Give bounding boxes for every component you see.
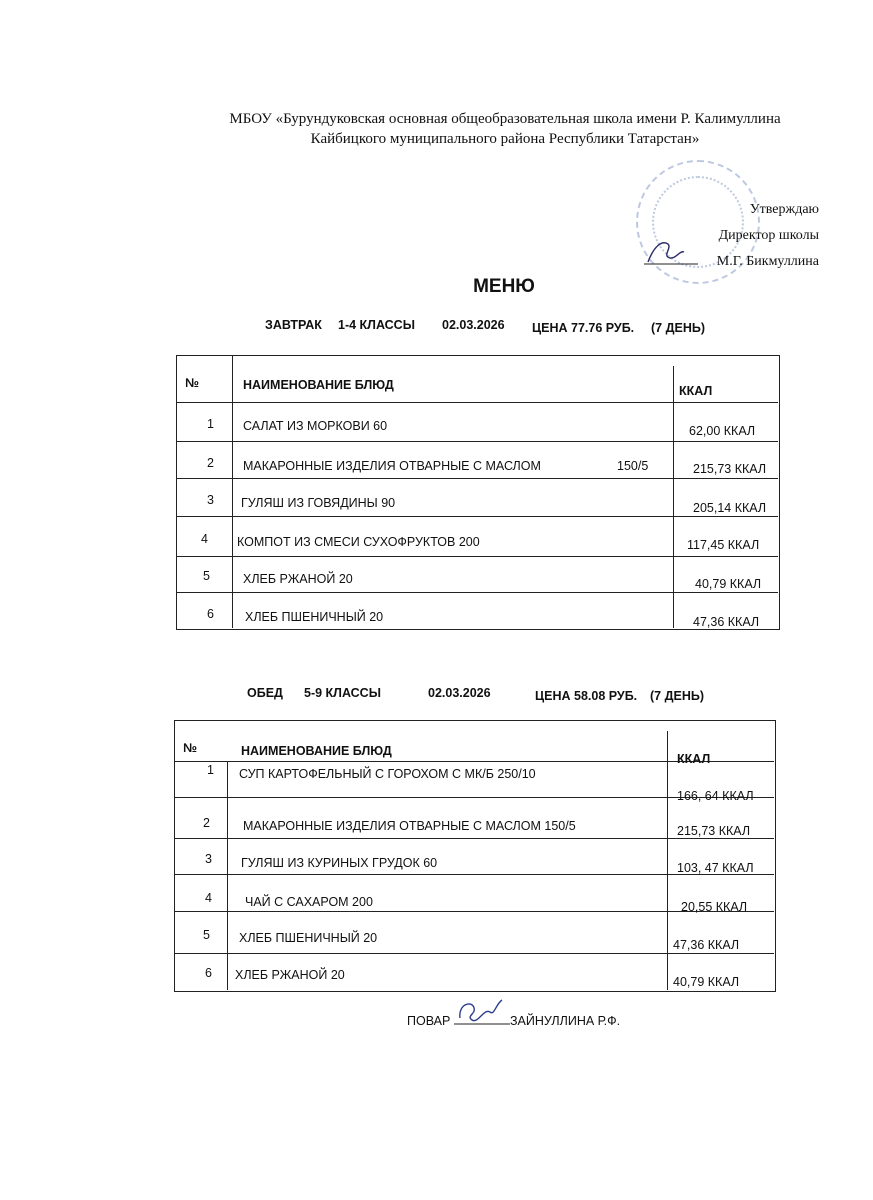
breakfast-row-6-num: 6 [207,607,214,621]
breakfast-row-5-name: ХЛЕБ РЖАНОЙ 20 [243,572,353,586]
breakfast-row-4-name: КОМПОТ ИЗ СМЕСИ СУХОФРУКТОВ 200 [237,535,480,549]
breakfast-row-2-kcal: 215,73 ККАЛ [693,462,767,476]
breakfast-row-6-kcal: 47,36 ККАЛ [693,615,760,629]
lunch-row-6-name: ХЛЕБ РЖАНОЙ 20 [235,968,345,982]
cook-signature [452,994,514,1028]
lunch-row-4-num: 4 [205,891,212,905]
lunch-row-3-name: ГУЛЯШ ИЗ КУРИНЫХ ГРУДОК 60 [241,856,438,870]
lunch-row-5-kcal: 47,36 ККАЛ [673,938,740,952]
breakfast-col-num: № [185,376,199,390]
breakfast-row-3-kcal: 205,14 ККАЛ [693,501,767,515]
breakfast-date: 02.03.2026 [442,318,505,332]
org-name-line-2: Кайбицкого муниципального района Республики Татарстан» [310,131,700,147]
breakfast-row-3-name: ГУЛЯШ ИЗ ГОВЯДИНЫ 90 [241,496,396,510]
breakfast-table [176,355,780,630]
lunch-row-1-name: СУП КАРТОФЕЛЬНЫЙ С ГОРОХОМ С МК/Б 250/10 [239,767,536,781]
lunch-col-name: НАИМЕНОВАНИЕ БЛЮД [241,744,392,758]
breakfast-day: (7 ДЕНЬ) [651,321,706,335]
breakfast-row-1-num: 1 [207,417,214,431]
lunch-row-3-kcal: 103, 47 ККАЛ [677,861,754,875]
org-name-line-1: МБОУ «Бурундуковская основная общеобразовательная школа имени Р. Калимуллина [229,111,781,127]
lunch-row-6-num: 6 [205,966,212,980]
breakfast-col-kcal: ККАЛ [679,384,713,398]
lunch-row-6-kcal: 40,79 ККАЛ [673,975,740,989]
lunch-day: (7 ДЕНЬ) [650,689,705,703]
lunch-col-num: № [183,741,197,755]
breakfast-row-4-num: 4 [201,532,208,546]
breakfast-meal: ЗАВТРАК [265,318,322,332]
lunch-row-4-name: ЧАЙ С САХАРОМ 200 [245,895,373,909]
lunch-price: ЦЕНА 58.08 РУБ. [535,689,638,703]
breakfast-row-5-kcal: 40,79 ККАЛ [695,577,762,591]
lunch-col-kcal: ККАЛ [677,752,711,766]
lunch-row-3-num: 3 [205,852,212,866]
cook-label: ПОВАР [407,1014,451,1028]
director-name: М.Г. Бикмуллина [716,254,819,269]
breakfast-row-2-name: МАКАРОННЫЕ ИЗДЕЛИЯ ОТВАРНЫЕ С МАСЛОМ [243,459,541,473]
breakfast-row-3-num: 3 [207,493,214,507]
lunch-meal: ОБЕД [247,686,283,700]
breakfast-row-1-kcal: 62,00 ККАЛ [689,424,756,438]
breakfast-price: ЦЕНА 77.76 РУБ. [532,321,635,335]
lunch-row-5-name: ХЛЕБ ПШЕНИЧНЫЙ 20 [239,931,378,945]
lunch-classes: 5-9 КЛАССЫ [304,686,381,700]
breakfast-row-6-name: ХЛЕБ ПШЕНИЧНЫЙ 20 [245,610,384,624]
lunch-row-2-kcal: 215,73 ККАЛ [677,824,751,838]
lunch-row-4-kcal: 20,55 ККАЛ [681,900,748,914]
lunch-row-1-num: 1 [207,763,214,777]
lunch-row-2-num: 2 [203,816,210,830]
breakfast-col-name: НАИМЕНОВАНИЕ БЛЮД [243,378,394,392]
page-title: МЕНЮ [473,276,535,297]
lunch-date: 02.03.2026 [428,686,491,700]
lunch-row-1-kcal: 166, 64 ККАЛ [677,789,754,803]
breakfast-row-1-name: САЛАТ ИЗ МОРКОВИ 60 [243,419,388,433]
breakfast-row-2-portion: 150/5 [617,459,649,473]
lunch-row-2-name: МАКАРОННЫЕ ИЗДЕЛИЯ ОТВАРНЫЕ С МАСЛОМ 150/5 [243,819,576,833]
breakfast-row-5-num: 5 [203,569,210,583]
breakfast-classes: 1-4 КЛАССЫ [338,318,415,332]
director-position: Директор школы [718,228,819,243]
approve-label: Утверждаю [749,202,819,217]
cook-name: ЗАЙНУЛЛИНА Р.Ф. [510,1014,621,1028]
breakfast-row-4-kcal: 117,45 ККАЛ [687,538,760,552]
lunch-row-5-num: 5 [203,928,210,942]
director-signature [640,236,702,268]
lunch-table [174,720,776,992]
breakfast-row-2-num: 2 [207,456,214,470]
